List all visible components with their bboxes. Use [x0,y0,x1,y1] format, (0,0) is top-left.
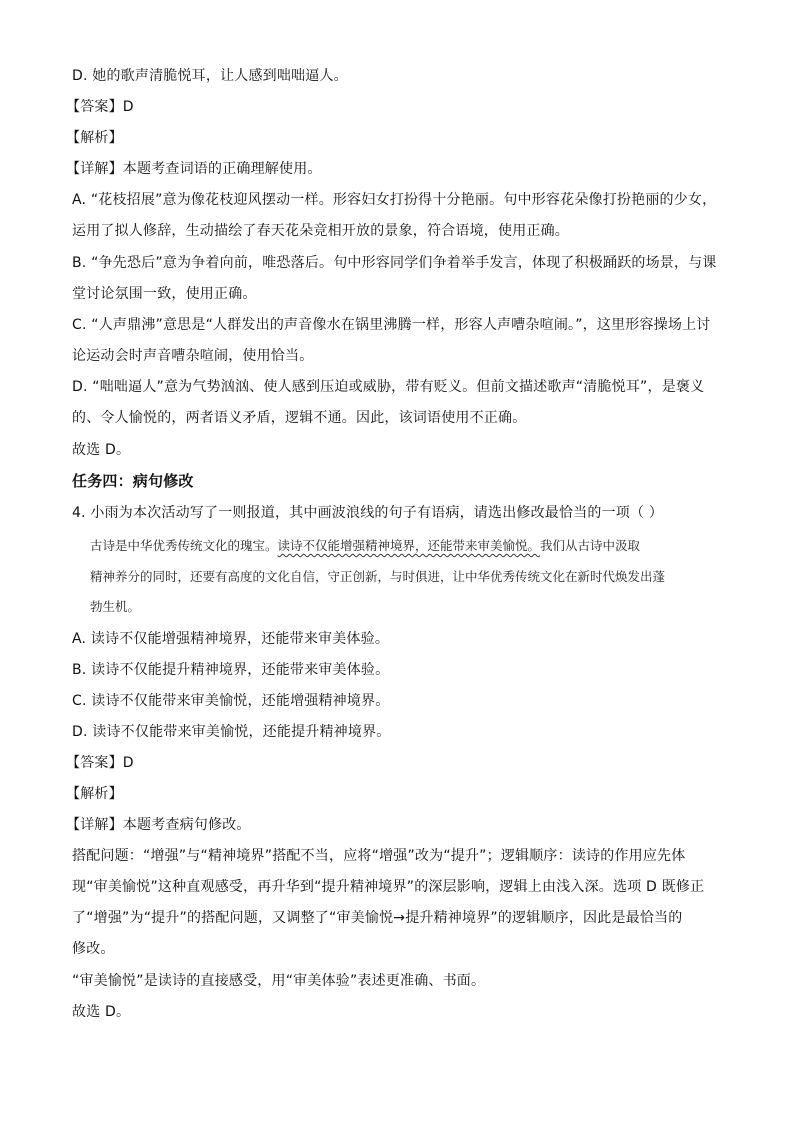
q3-explanation-c-1: C. “人声鼎沸”意思是“人群发出的声音像水在锅里沸腾一样，形容人声嘈杂喧闹。”，这里形容操场上讨 [72,317,711,333]
q3-explanation-c-2: 论运动会时声音嘈杂喧闹，使用恰当。 [72,348,314,364]
q4-passage-line-1 [90,536,715,556]
q4-option-d: D. 读诗不仅能带来审美愉悦，还能提升精神境界。 [72,724,391,740]
q4-detail: 【详解】本题考查病句修改。 [66,817,251,833]
q4-analysis-label: 【解析】 [66,786,123,802]
q4-passage-line-3: 勃生机。 [90,599,141,614]
q4-explanation-1: 搭配问题：“增强”与“精神境界”搭配不当，应将“增强”改为“提升”；逻辑顺序：读诗的作用应先体 [72,848,686,864]
q3-detail: 【详解】本题考查词语的正确理解使用。 [66,161,322,177]
q4-option-c: C. 读诗不仅能带来审美愉悦，还能增强精神境界。 [72,693,390,709]
q3-explanation-b-2: 堂讨论氛围一致，使用正确。 [72,286,257,302]
q3-explanation-d-1: D. “咄咄逼人”意为气势汹汹、使人感到压迫或威胁，带有贬义。但前文描述歌声“清脆悦耳”，是褒义 [72,379,705,395]
q4-explanation-3: 了“增强”为“提升”的搭配问题，又调整了“审美愉悦→提升精神境界”的逻辑顺序，因此是最恰当的 [72,910,683,926]
q4-stem: 4. 小雨为本次活动写了一则报道，其中画波浪线的句子有语病，请选出修改最恰当的一项（ ） [72,505,664,521]
q4-explanation-5: “审美愉悦”是读诗的直接感受，用“审美体验”表述更准确、书面。 [72,973,486,989]
passage-sentence-3: 我们从古诗中汲取 [540,538,641,553]
q4-passage-line-2: 精神养分的同时，还要有高度的文化自信，守正创新，与时俱进，让中华优秀传统文化在新时代焕发出蓬 [90,569,666,584]
q4-option-a: A. 读诗不仅能增强精神境界，还能带来审美体验。 [72,631,390,647]
q3-explanation-a-1: A. “花枝招展”意为像花枝迎风摆动一样。形容妇女打扮得十分艳丽。句中形容花朵像打扮艳丽的少女， [72,192,717,208]
q3-explanation-b-1: B. “争先恐后”意为争着向前，唯恐落后。句中形容同学们争着举手发言，体现了积极踊跃的场景，与课 [72,255,717,271]
q3-analysis-label: 【解析】 [66,130,123,146]
wavy-underlined-sentence: 读诗不仅能增强精神境界，还能带来审美愉悦。 [277,538,541,553]
q4-conclusion: 故选 D。 [72,1004,131,1020]
q3-explanation-a-2: 运用了拟人修辞，生动描绘了春天花朵竞相开放的景象，符合语境，使用正确。 [72,223,569,239]
q3-conclusion: 故选 D。 [72,442,131,458]
q3-option-d: D. 她的歌声清脆悦耳，让人感到咄咄逼人。 [72,68,348,84]
q4-explanation-2: 现“审美愉悦”这种直观感受，再升华到“提升精神境界”的深层影响，逻辑上由浅入深。选项 D 既修正 [72,879,705,895]
q4-answer: 【答案】D [66,755,134,771]
q3-explanation-d-2: 的、令人愉悦的，两者语义矛盾，逻辑不通。因此，该词语使用不正确。 [72,410,527,426]
q3-answer: 【答案】D [66,99,134,115]
section-heading-task4: 任务四：病句修改 [72,472,194,490]
q4-option-b: B. 读诗不仅能提升精神境界，还能带来审美体验。 [72,662,390,678]
passage-sentence-1: 古诗是中华优秀传统文化的瑰宝。 [90,538,278,553]
q4-explanation-4: 修改。 [72,941,115,957]
